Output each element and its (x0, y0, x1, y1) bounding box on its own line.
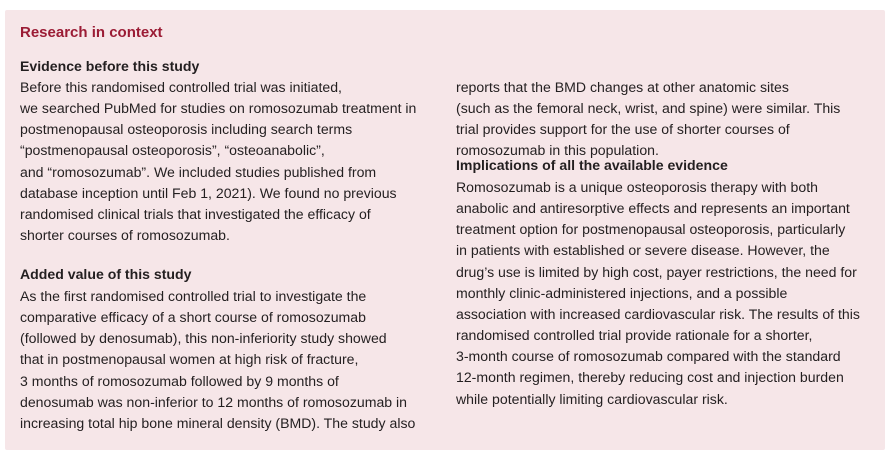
text-line: association with increased cardiovascular risk. The results of this (456, 305, 860, 322)
text-line: comparative efficacy of a short course of romosozumab (20, 309, 366, 326)
added-value-text (20, 286, 415, 434)
heading-added-value: Added value of this study (20, 266, 192, 282)
text-line: reports that the BMD changes at other anatomic sites (456, 79, 789, 95)
text-line: trial provides support for the use of shorter courses of (456, 121, 790, 138)
text-line: while potentially limiting cardiovascular risk. (456, 390, 728, 407)
text-line: Romosozumab is a unique osteoporosis therapy with both (456, 179, 818, 195)
text-line: romosozumab in this population. (456, 142, 659, 159)
text-line: Before this randomised controlled trial was initiated, (20, 79, 342, 95)
text-line: postmenopausal osteoporosis including search terms (20, 121, 353, 138)
text-line: 3 months of romosozumab followed by 9 months of (20, 372, 339, 389)
text-line: (followed by denosumab), this non-inferiority study showed (20, 330, 387, 347)
text-line: that in postmenopausal women at high risk of fracture, (20, 351, 359, 368)
implications-text (456, 177, 860, 410)
text-line: randomised controlled trial provide rationale for a shorter, (456, 327, 813, 344)
text-line: 3-month course of romosozumab compared with the standard (456, 348, 841, 365)
text-line: (such as the femoral neck, wrist, and spine) were similar. This (456, 100, 841, 117)
text-line: As the first randomised controlled trial to investigate the (20, 288, 367, 304)
text-line: monthly clinic-administered injections, and a possible (456, 284, 788, 301)
panel-title: Research in context (20, 24, 163, 41)
text-line: 12-month regimen, thereby reducing cost and injection burden (456, 369, 844, 386)
heading-implications: Implications of all the available evidence (456, 157, 728, 173)
text-line: database inception until Feb 1, 2021). We found no previous (20, 184, 397, 201)
text-line: randomised clinical trials that investigated the efficacy of (20, 205, 371, 222)
text-line: in patients with established or severe disease. However, the (456, 242, 830, 259)
text-line: increasing total hip bone mineral density (BMD). The study also (20, 414, 416, 431)
text-line: “postmenopausal osteoporosis”, “osteoanabolic”, (20, 142, 325, 159)
text-line: treatment option for postmenopausal osteoporosis, particularly (456, 221, 846, 238)
evidence-before-text (20, 77, 416, 246)
text-line: anabolic and antiresorptive effects and represents an important (456, 200, 850, 217)
text-line: denosumab was non-inferior to 12 months of romosozumab in (20, 393, 408, 410)
text-line: we searched PubMed for studies on romosozumab treatment in (20, 100, 417, 117)
heading-evidence-before: Evidence before this study (20, 58, 200, 74)
text-line: and “romosozumab”. We included studies published from (20, 163, 377, 180)
text-line: drug’s use is limited by high cost, payer restrictions, the need for (456, 263, 857, 280)
research-in-context-panel (5, 10, 885, 450)
added-value-continued-text (456, 77, 840, 162)
text-line: shorter courses of romosozumab. (20, 227, 230, 244)
